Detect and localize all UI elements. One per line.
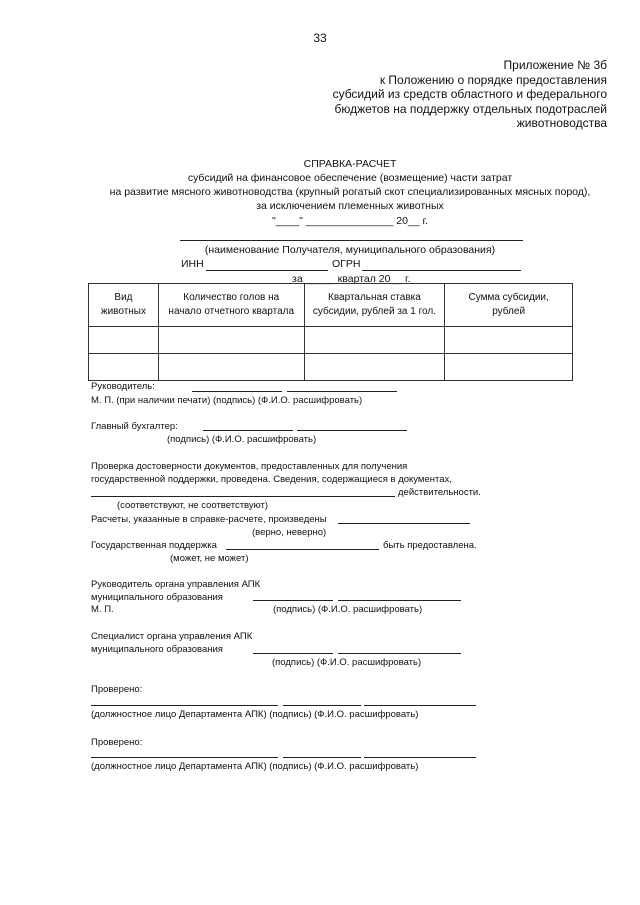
subsidy-table	[88, 283, 573, 381]
appendix-line: к Положению о порядке предоставления	[379, 72, 607, 87]
checked-name-line	[364, 757, 476, 758]
support-result-line	[226, 549, 379, 550]
check-suffix: действительности.	[398, 487, 481, 498]
check-text: государственной поддержки, проведена. Сведения, содержащиеся в документах,	[91, 474, 452, 485]
accountant-name-line	[297, 430, 407, 431]
page-number: 33	[313, 31, 327, 45]
calc-label: Расчеты, указанные в справке-расчете, произведены	[91, 514, 327, 525]
quarter-line: за _____ квартал 20__ г.	[292, 273, 411, 285]
recipient-caption: (наименование Получателя, муниципального образования)	[204, 244, 496, 256]
checked-signature-line	[283, 757, 361, 758]
checked-official-line	[91, 757, 278, 758]
appendix-line: животноводства	[516, 116, 607, 130]
appendix-line: Приложение № 3б	[503, 58, 607, 72]
calc-result-line	[338, 523, 470, 524]
apk-head-label: муниципального образования	[91, 592, 223, 603]
recipient-name-line	[180, 240, 523, 241]
apk-spec-caption: (подпись) (Ф.И.О. расшифровать)	[272, 657, 422, 668]
table-header-cell: Сумма субсидии, рублей	[445, 284, 573, 327]
checked-official-line	[91, 705, 278, 706]
accountant-signature-line	[203, 430, 293, 431]
title-line: субсидий на финансовое обеспечение (возмещение) части затрат	[187, 172, 513, 184]
support-label: Государственная поддержка	[91, 540, 217, 551]
support-suffix: быть предоставлена.	[383, 540, 477, 551]
date-line: "____" _______________ 20__ г.	[272, 215, 428, 227]
apk-head-signature-line	[253, 600, 333, 601]
table-header-row	[89, 284, 573, 327]
head-name-line	[287, 391, 397, 392]
table-cell[interactable]	[304, 354, 445, 381]
appendix-block	[333, 58, 607, 131]
apk-spec-label: муниципального образования	[91, 644, 223, 655]
inn-line	[206, 270, 328, 271]
head-label: Руководитель:	[91, 381, 155, 392]
title-line: за исключением племенных животных	[256, 200, 444, 212]
table-cell[interactable]	[445, 327, 573, 354]
table-row	[89, 327, 573, 354]
checked-label: Проверено:	[91, 737, 143, 748]
checked-caption: (должностное лицо Департамента АПК) (подпись) (Ф.И.О. расшифровать)	[91, 761, 419, 772]
support-caption: (может, не может)	[170, 553, 249, 564]
ogrn-label: ОГРН	[332, 258, 361, 270]
head-signature-line	[192, 391, 282, 392]
checked-caption: (должностное лицо Департамента АПК) (подпись) (Ф.И.О. расшифровать)	[91, 709, 419, 720]
ogrn-line	[362, 270, 521, 271]
accountant-caption: (подпись) (Ф.И.О. расшифровать)	[167, 434, 317, 445]
table-cell[interactable]	[158, 354, 304, 381]
apk-spec-name-line	[338, 653, 461, 654]
table-cell[interactable]	[89, 327, 159, 354]
checked-name-line	[364, 705, 476, 706]
table-cell[interactable]	[89, 354, 159, 381]
apk-head-name-line	[338, 600, 461, 601]
apk-head-caption: (подпись) (Ф.И.О. расшифровать)	[273, 604, 423, 615]
calc-caption: (верно, неверно)	[252, 527, 327, 538]
head-caption: М. П. (при наличии печати) (подпись) (Ф.И.О. расшифровать)	[91, 395, 363, 406]
title-line: на развитие мясного животноводства (крупный рогатый скот специализированных мясных пород),	[109, 186, 591, 198]
table-cell[interactable]	[445, 354, 573, 381]
check-caption: (соответствуют, не соответствуют)	[117, 500, 269, 511]
apk-spec-label: Специалист органа управления АПК	[91, 631, 253, 642]
table-cell[interactable]	[158, 327, 304, 354]
checked-label: Проверено:	[91, 684, 143, 695]
inn-label: ИНН	[181, 258, 204, 270]
checked-signature-line	[283, 705, 361, 706]
accountant-label: Главный бухгалтер:	[91, 421, 178, 432]
table-header-cell: Вид животных	[89, 284, 159, 327]
apk-head-label: Руководитель органа управления АПК	[91, 579, 261, 590]
appendix-line: субсидий из средств областного и федерального	[332, 87, 607, 101]
table-cell[interactable]	[304, 327, 445, 354]
table-row	[89, 354, 573, 381]
appendix-line: бюджетов на поддержку отдельных подотраслей	[334, 101, 607, 116]
document-title: СПРАВКА-РАСЧЕТ	[303, 158, 397, 170]
check-text: Проверка достоверности документов, предоставленных для получения	[91, 461, 408, 472]
check-result-line	[91, 496, 395, 497]
apk-head-mp: М. П.	[91, 604, 114, 615]
table-header-cell: Количество голов на начало отчетного квартала	[158, 284, 304, 327]
table-header-cell: Квартальная ставка субсидии, рублей за 1 гол.	[304, 284, 445, 327]
apk-spec-signature-line	[253, 653, 333, 654]
